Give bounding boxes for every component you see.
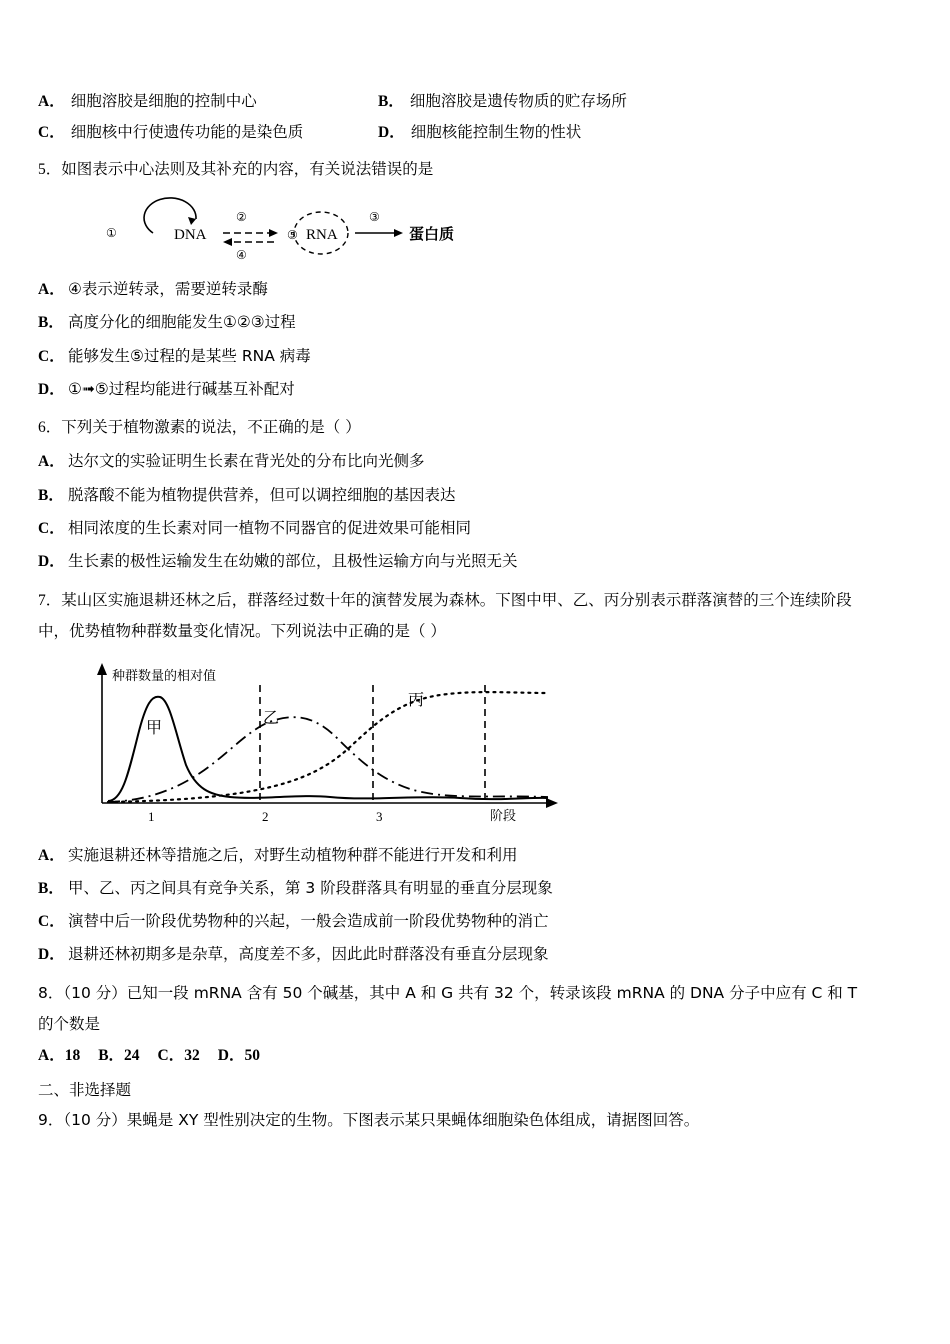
q6-stem bbox=[38, 412, 916, 443]
q7-option-d bbox=[38, 938, 916, 971]
option-text: 退耕还林初期多是杂草，高度差不多，因此此时群落没有垂直分层现象 bbox=[68, 945, 549, 964]
option-label: A． bbox=[38, 453, 65, 471]
q5-stem bbox=[38, 154, 916, 185]
q8-stem-line2 bbox=[38, 1009, 916, 1040]
svg-text:蛋白质: 蛋白质 bbox=[409, 225, 455, 243]
option-text: 相同浓度的生长素对同一植物不同器官的促进效果可能相同 bbox=[68, 518, 472, 537]
option-label: D． bbox=[38, 380, 65, 398]
option-label: A． bbox=[38, 93, 65, 110]
page-content bbox=[38, 86, 916, 1136]
option-label: D． bbox=[378, 124, 405, 141]
q8-options bbox=[38, 1040, 916, 1073]
q6-options bbox=[38, 445, 916, 578]
svg-text:③: ③ bbox=[369, 210, 380, 224]
svg-text:丙: 丙 bbox=[408, 689, 425, 709]
q7-stem-text-1: 某山区实施退耕还林之后，群落经过数十年的演替发展为森林。下图中甲、乙、丙分别表示群落演替的三个连续阶段 bbox=[61, 590, 852, 609]
svg-text:⑤: ⑤ bbox=[287, 228, 298, 242]
option-text: ④表示逆转录，需要逆转录酶 bbox=[68, 280, 268, 298]
q7-stem-line1 bbox=[38, 585, 916, 616]
svg-text:RNA: RNA bbox=[306, 227, 338, 243]
q9-stem-text: （10 分）果蝇是 XY 型性别决定的生物。下图表示某只果蝇体细胞染色体组成，请据图回答。 bbox=[63, 1110, 700, 1129]
q6-option-a bbox=[38, 445, 916, 478]
q7-number: 7． bbox=[38, 591, 62, 609]
q5-stem-text: 如图表示中心法则及其补充的内容，有关说法错误的是 bbox=[61, 160, 434, 178]
q4-option-a bbox=[38, 86, 378, 117]
option-label: D． bbox=[38, 946, 65, 964]
svg-text:DNA: DNA bbox=[174, 227, 207, 243]
option-text: 细胞核能控制生物的性状 bbox=[410, 123, 582, 141]
svg-text:④: ④ bbox=[236, 248, 247, 262]
q6-option-d bbox=[38, 545, 916, 578]
option-label: C． bbox=[38, 519, 65, 537]
q5-option-a bbox=[38, 273, 916, 306]
option-label: B． bbox=[378, 93, 404, 110]
q4-option-row-1 bbox=[38, 86, 916, 117]
q7-stem-line2 bbox=[38, 616, 916, 647]
succession-chart-figure bbox=[60, 655, 580, 835]
q7-option-b bbox=[38, 872, 916, 905]
option-label: C． bbox=[38, 913, 65, 931]
option-text: 实施退耕还林等措施之后，对野生动植物种群不能进行开发和利用 bbox=[68, 845, 518, 864]
option-label: B． bbox=[38, 879, 64, 897]
q8-stem-line1 bbox=[38, 978, 916, 1009]
option-label: B． bbox=[38, 486, 64, 504]
option-text: 能够发生⑤过程的是某些 RNA 病毒 bbox=[68, 346, 311, 365]
q6-option-c bbox=[38, 512, 916, 545]
q8-stem-text-2: 的个数是 bbox=[38, 1014, 101, 1033]
q6-option-b bbox=[38, 479, 916, 512]
option-label: A． bbox=[38, 281, 65, 298]
q7-option-c bbox=[38, 905, 916, 938]
option-text: 高度分化的细胞能发生①②③过程 bbox=[68, 313, 296, 332]
q9-stem bbox=[38, 1105, 916, 1136]
succession-chart-svg bbox=[60, 655, 580, 835]
svg-text:②: ② bbox=[236, 210, 247, 224]
option-text: 脱落酸不能为植物提供营养，但可以调控细胞的基因表达 bbox=[68, 485, 456, 504]
q8-number: 8． bbox=[38, 983, 64, 1002]
q9-number: 9． bbox=[38, 1110, 64, 1129]
q8-stem-text-1: （10 分）已知一段 mRNA 含有 50 个碱基，其中 A 和 G 共有 32 个，转录该段 mRNA 的 DNA 分子中应有 C 和 T bbox=[63, 983, 858, 1002]
q8-option-a: A．18 bbox=[38, 1046, 81, 1064]
option-text: 甲、乙、丙之间具有竞争关系，第 3 阶段群落具有明显的垂直分层现象 bbox=[68, 878, 553, 897]
q8-option-c: C．32 bbox=[157, 1046, 200, 1064]
q4-option-c bbox=[38, 117, 378, 148]
option-label: A． bbox=[38, 846, 65, 864]
option-text: 细胞溶胶是遗传物质的贮存场所 bbox=[409, 92, 627, 110]
central-dogma-svg bbox=[78, 195, 498, 265]
q6-number: 6． bbox=[38, 419, 62, 437]
option-label: C． bbox=[38, 124, 65, 141]
q8-option-d: D．50 bbox=[217, 1046, 260, 1064]
central-dogma-figure bbox=[78, 195, 498, 265]
q4-option-d bbox=[378, 117, 581, 148]
svg-text:种群数量的相对值: 种群数量的相对值 bbox=[112, 668, 217, 684]
svg-text:3: 3 bbox=[376, 808, 383, 824]
q5-number: 5． bbox=[38, 161, 62, 178]
q6-stem-text: 下列关于植物激素的说法，不正确的是（ ） bbox=[61, 418, 361, 437]
option-text: 达尔文的实验证明生长素在背光处的分布比向光侧多 bbox=[68, 452, 425, 471]
option-label: D． bbox=[38, 553, 65, 571]
q4-option-b bbox=[378, 86, 627, 117]
q8-option-b: B．24 bbox=[98, 1046, 140, 1064]
q5-options bbox=[38, 273, 916, 406]
svg-text:1: 1 bbox=[148, 808, 155, 824]
q7-stem-text-2: 中，优势植物种群数量变化情况。下列说法中正确的是（ ） bbox=[38, 621, 446, 640]
option-text: 演替中后一阶段优势物种的兴起，一般会造成前一阶段优势物种的消亡 bbox=[68, 912, 549, 931]
option-text: 细胞溶胶是细胞的控制中心 bbox=[70, 92, 257, 110]
q5-option-b bbox=[38, 306, 916, 339]
svg-text:2: 2 bbox=[262, 808, 269, 824]
svg-text:①: ① bbox=[106, 226, 117, 240]
q5-option-c bbox=[38, 340, 916, 373]
section-two-title: 二、非选择题 bbox=[38, 1081, 132, 1100]
q7-options bbox=[38, 839, 916, 972]
option-label: B． bbox=[38, 314, 64, 332]
svg-text:乙: 乙 bbox=[263, 707, 280, 727]
q7-option-a bbox=[38, 839, 916, 872]
option-label: C． bbox=[38, 347, 65, 365]
option-text: 细胞核中行使遗传功能的是染色质 bbox=[70, 123, 304, 141]
option-text: ①➟⑤过程均能进行碱基互补配对 bbox=[68, 379, 295, 398]
q4-option-row-2 bbox=[38, 117, 916, 148]
svg-text:阶段: 阶段 bbox=[490, 808, 517, 824]
option-text: 生长素的极性运输发生在幼嫩的部位，且极性运输方向与光照无关 bbox=[68, 552, 518, 571]
q5-option-d bbox=[38, 373, 916, 406]
svg-text:甲: 甲 bbox=[146, 717, 163, 737]
